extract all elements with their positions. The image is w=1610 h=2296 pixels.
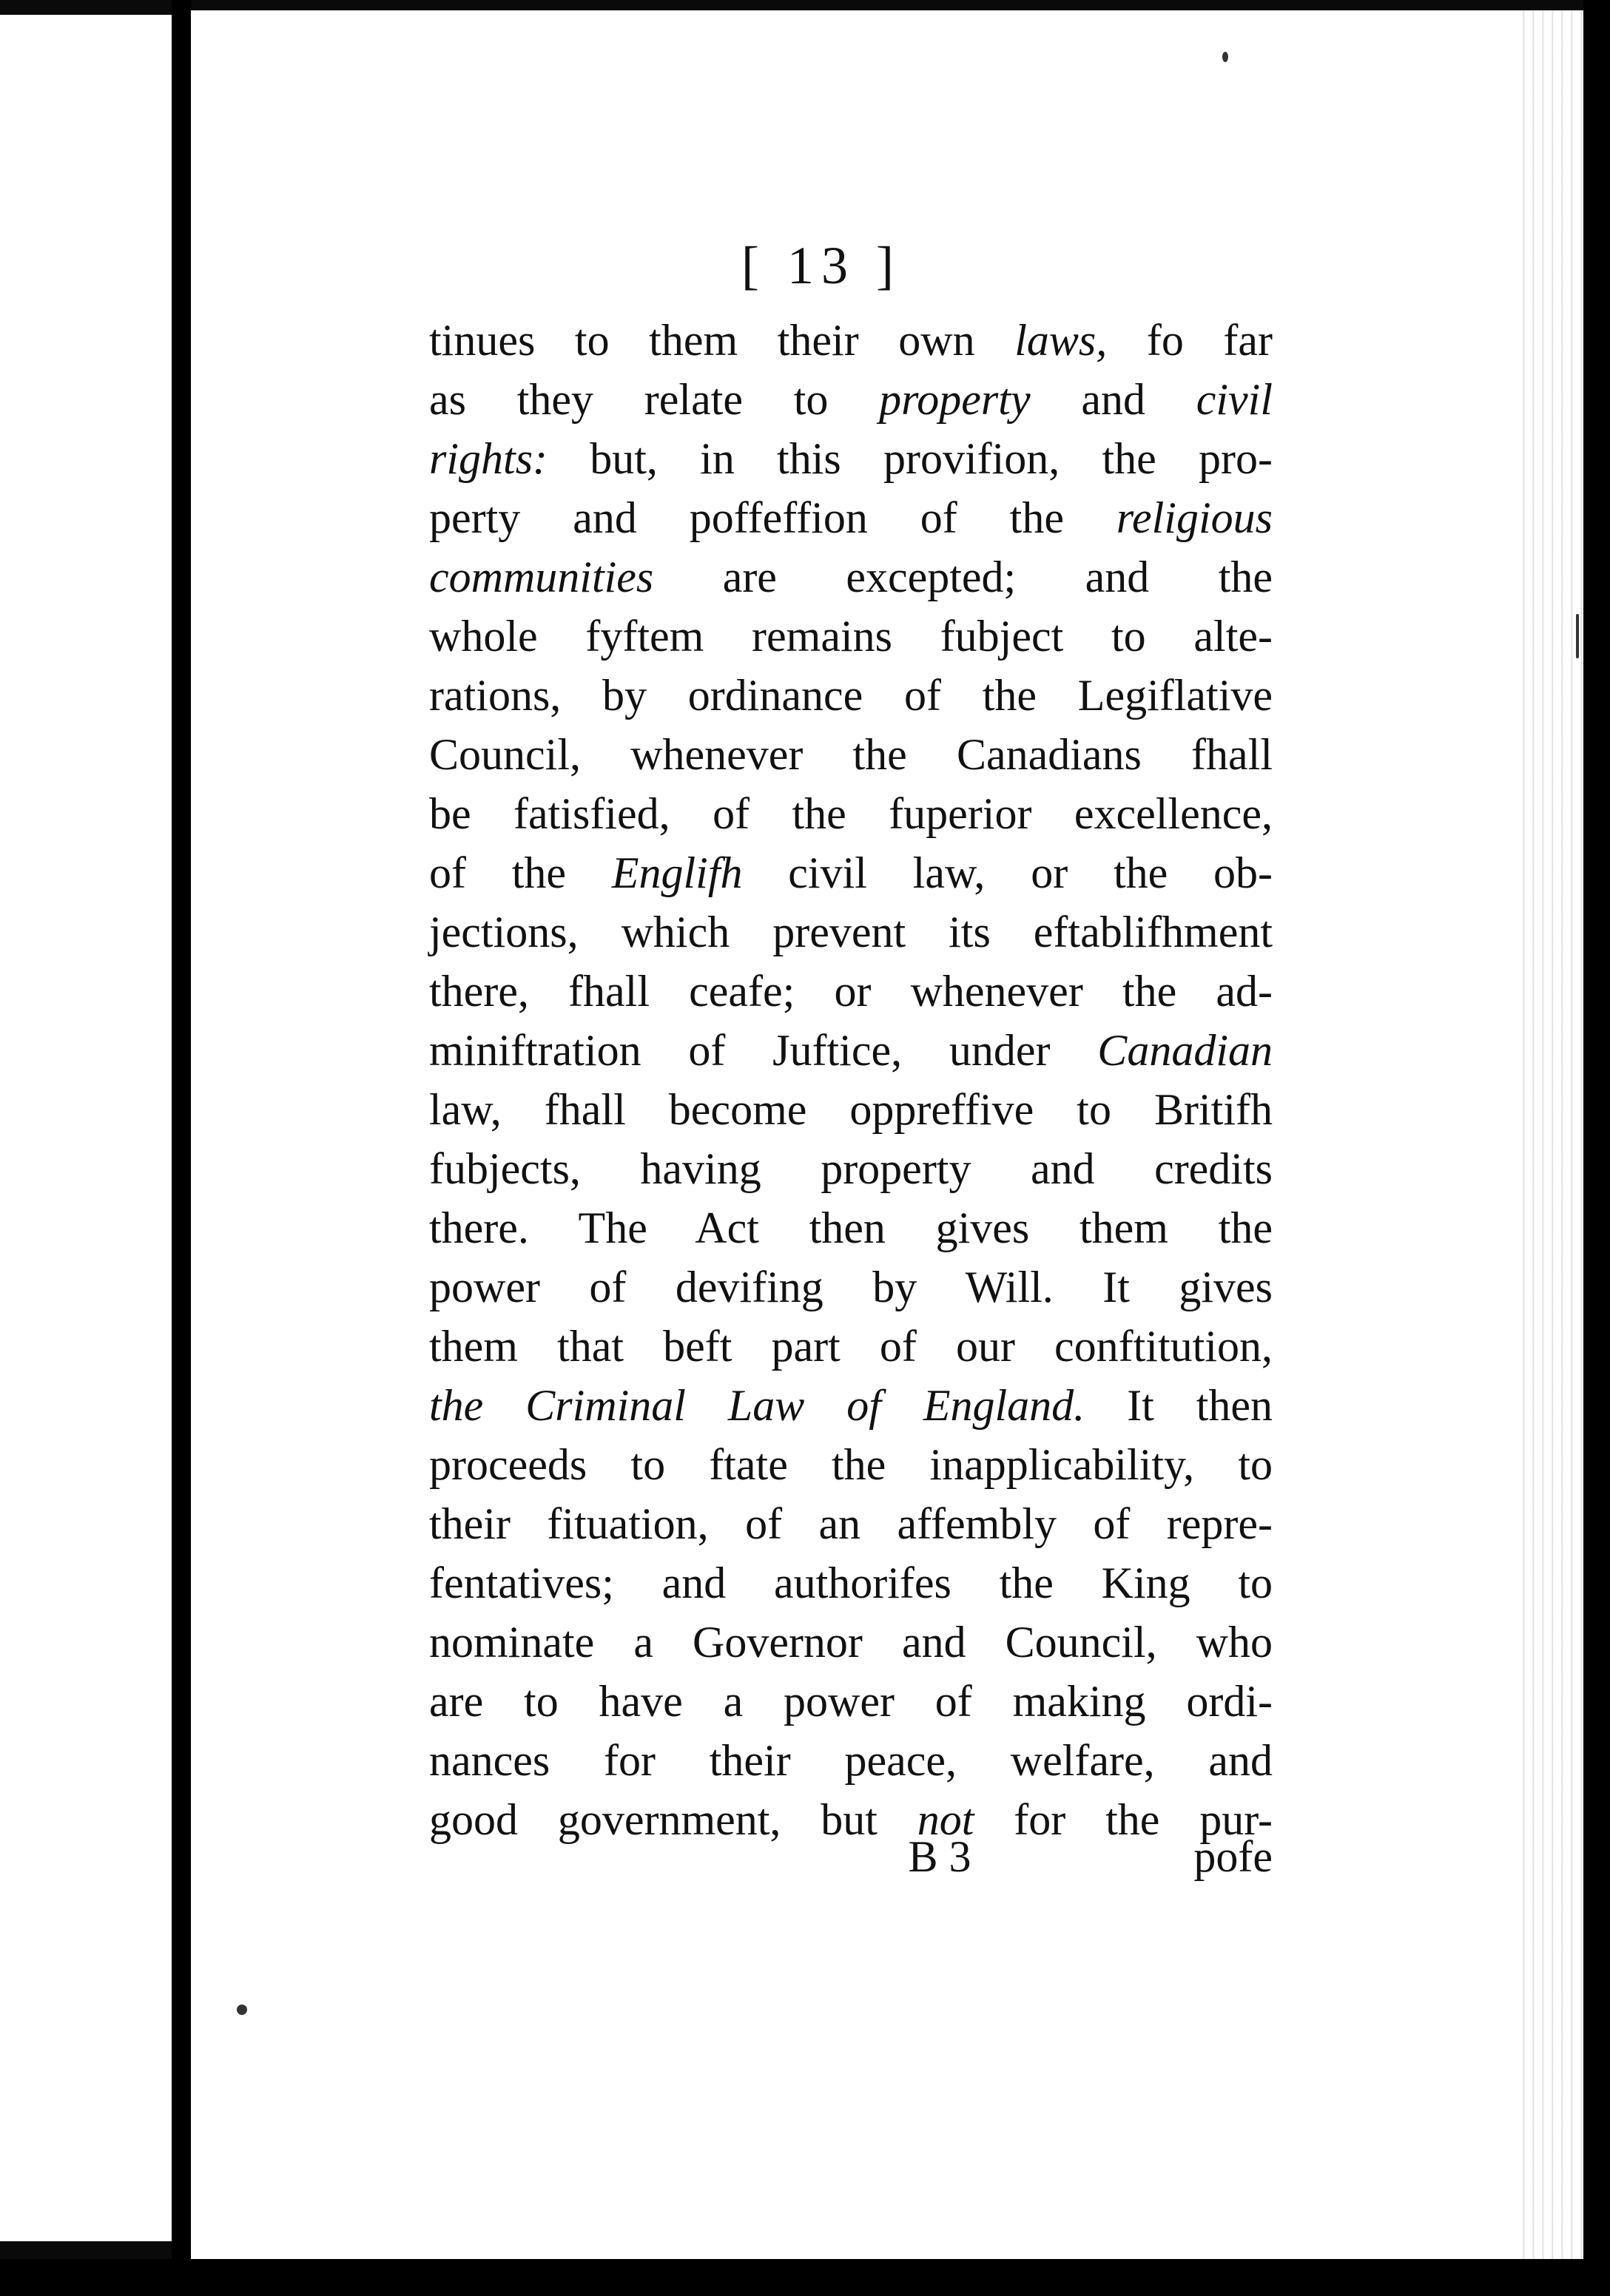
text-line: [429, 1198, 1273, 1257]
text-line: [429, 902, 1273, 962]
text-run: nances for their peace, welfare, and: [429, 1736, 1273, 1785]
text-line: [429, 666, 1273, 725]
text-run: are to have a power of making ordi-: [429, 1677, 1273, 1726]
text-run: Council, whenever the Canadians fhall: [429, 730, 1273, 779]
italic-text: religious: [1116, 493, 1273, 542]
text-run: proceeds to ftate the inapplicability, to: [429, 1440, 1273, 1489]
left-page-edge: [0, 15, 172, 2241]
text-run: law, fhall become oppreffive to Britifh: [429, 1085, 1273, 1134]
page-number: [ 13 ]: [741, 236, 901, 295]
text-line: [429, 1021, 1273, 1080]
text-line: [429, 1613, 1273, 1672]
text-run: fubjects, having property and credits: [429, 1144, 1273, 1193]
text-line: [429, 1139, 1273, 1198]
text-run: their fituation, of an affembly of repre-: [429, 1499, 1273, 1548]
text-line: [429, 607, 1273, 666]
italic-text: property: [879, 375, 1031, 424]
text-line: [429, 1435, 1273, 1494]
text-run: jections, which prevent its eftablifhment: [429, 908, 1273, 956]
text-run: are excepted; and the: [653, 553, 1273, 601]
italic-text: Englifh: [611, 848, 743, 897]
text-line: [429, 1553, 1273, 1613]
italic-text: the Criminal Law of England.: [429, 1381, 1085, 1430]
text-line: [429, 370, 1273, 429]
scan-speck: [1222, 52, 1228, 62]
italic-text: laws,: [1014, 316, 1108, 365]
text-line: [429, 1731, 1273, 1790]
text-run: rations, by ordinance of the Legiflative: [429, 671, 1273, 720]
text-line: [429, 1317, 1273, 1376]
text-line: [429, 488, 1273, 547]
italic-text: not: [917, 1795, 974, 1844]
text-run: good government, but: [429, 1795, 917, 1844]
text-run: and: [1030, 375, 1196, 424]
book-gutter: [172, 0, 191, 2296]
text-run: them that beft part of our conftitution,: [429, 1322, 1273, 1371]
italic-text: rights:: [429, 434, 548, 483]
text-line: [429, 962, 1273, 1021]
text-run: whole fyftem remains fubject to alte-: [429, 612, 1273, 661]
text-run: but, in this provifion, the pro-: [548, 434, 1273, 483]
text-run: civil law, or the ob-: [742, 848, 1273, 897]
text-run: there. The Act then gives them the: [429, 1203, 1273, 1252]
catchword: pofe: [1193, 1832, 1273, 1881]
text-run: be fatisfied, of the fuperior excellence,: [429, 789, 1273, 838]
text-run: perty and poffeffion of the: [429, 493, 1116, 542]
italic-text: Canadian: [1097, 1026, 1273, 1075]
scan-speck: [237, 2005, 247, 2015]
body-text: [429, 311, 1273, 1849]
text-run: power of devifing by Will. It gives: [429, 1263, 1273, 1311]
text-line: [429, 784, 1273, 843]
text-run: for the pur-: [974, 1795, 1273, 1844]
text-run: fo far: [1107, 316, 1273, 365]
text-run: tinues to them their own: [429, 316, 1015, 365]
page-footer: [429, 1827, 1273, 1886]
text-line: [429, 1257, 1273, 1317]
text-line: [429, 311, 1273, 370]
text-line: [429, 725, 1273, 784]
text-run: It then: [1085, 1381, 1273, 1430]
text-line: [429, 843, 1273, 902]
text-line: [429, 1376, 1273, 1435]
scan-border-bottom: [0, 2259, 1610, 2296]
text-line: [429, 547, 1273, 607]
text-line: [429, 1080, 1273, 1139]
scan-border-right: [1583, 0, 1610, 2296]
italic-text: civil: [1196, 375, 1273, 424]
text-run: miniftration of Juftice, under: [429, 1026, 1098, 1075]
text-line: [429, 1672, 1273, 1731]
text-run: nominate a Governor and Council, who: [429, 1618, 1273, 1667]
scan-speck: [1576, 614, 1579, 658]
text-line: [429, 1494, 1273, 1553]
text-run: of the: [429, 848, 612, 897]
text-run: there, fhall ceafe; or whenever the ad-: [429, 967, 1273, 1016]
text-line: [429, 429, 1273, 488]
italic-text: communities: [429, 553, 654, 601]
signature-mark: B 3: [908, 1832, 971, 1881]
text-run: fentatives; and authorifes the King to: [429, 1559, 1273, 1607]
text-run: as they relate to: [429, 375, 880, 424]
page-edges: [1515, 10, 1583, 2259]
